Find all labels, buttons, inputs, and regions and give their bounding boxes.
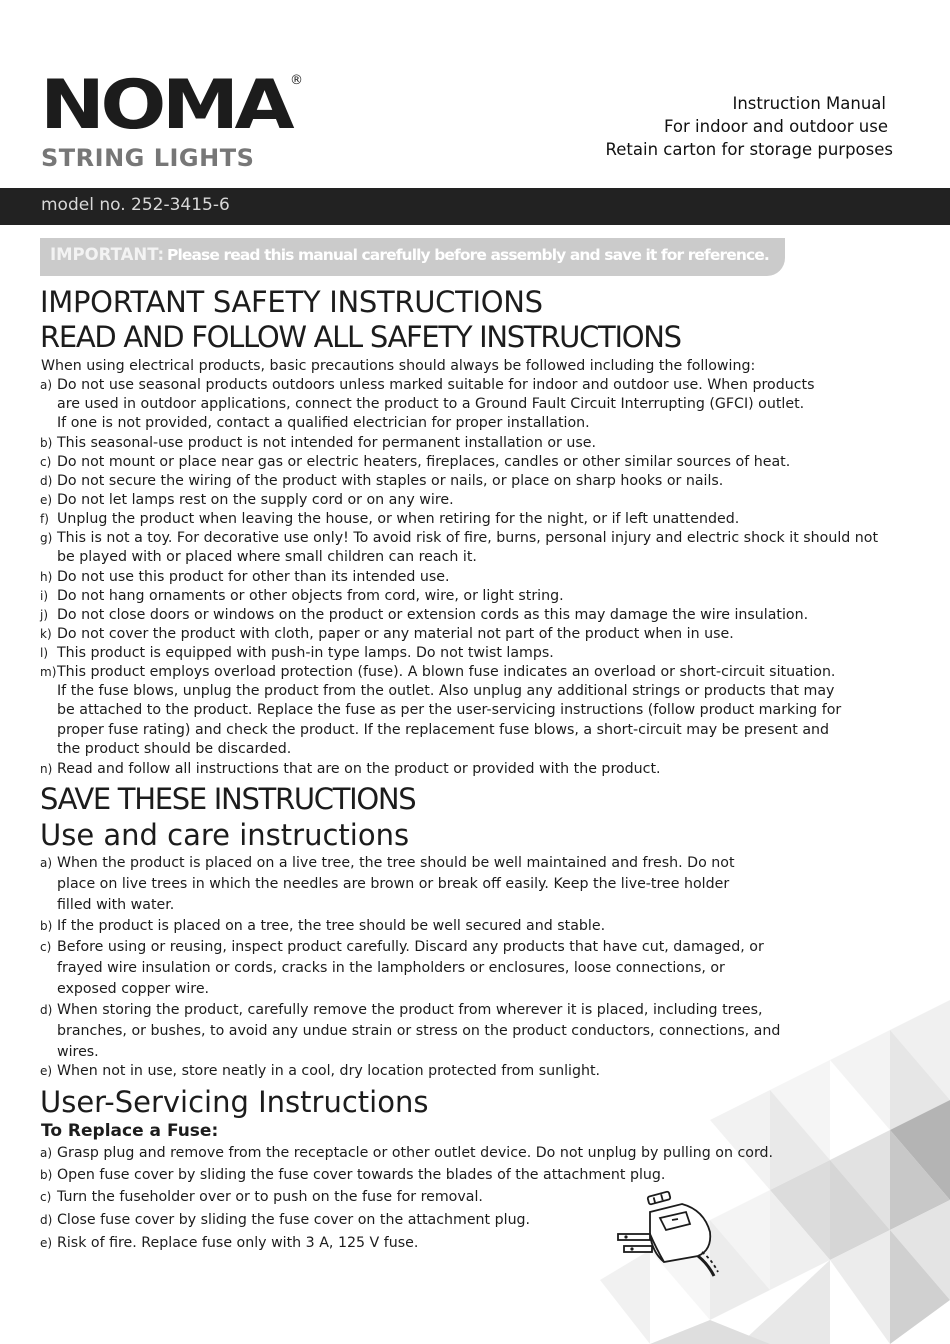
safety-item	[40, 472, 723, 491]
safety-item-text: This product is equipped with push-in type lamps. Do not twist lamps.	[57, 645, 554, 661]
safety-item-text: This product employs overload protection (fuse). A blown fuse indicates an overload or short-circuit situation.	[57, 664, 836, 680]
safety-item-letter: n)	[40, 762, 53, 776]
safety-subtitle: READ AND FOLLOW ALL SAFETY INSTRUCTIONS	[40, 320, 681, 354]
care-item-text: exposed copper wire.	[57, 980, 210, 997]
care-item-text: Before using or reusing, inspect product carefully. Discard any products that have cut, damaged, or	[57, 939, 764, 955]
care-item	[40, 1061, 600, 1082]
servicing-title: User-Servicing Instructions	[40, 1085, 429, 1119]
product-line: STRING LIGHTS	[41, 144, 255, 172]
servicing-item-text: Risk of fire. Replace fuse only with 3 A, 125 V fuse.	[57, 1235, 419, 1251]
safety-item-text: are used in outdoor applications, connect the product to a Ground Fault Circuit Interrupting (GFCI) outlet.	[57, 396, 805, 413]
safety-item-letter: b)	[40, 436, 53, 450]
safety-item-text: Do not cover the product with cloth, paper or any material not part of the product when in use.	[57, 626, 734, 642]
noma-logo	[40, 70, 305, 132]
safety-item	[40, 453, 790, 472]
servicing-item	[40, 1165, 665, 1186]
registered-mark: ®	[290, 73, 303, 88]
safety-item-letter: k)	[40, 627, 52, 641]
safety-item-text: Do not close doors or windows on the product or extension cords as this may damage the wire insulation.	[57, 607, 809, 623]
care-item	[40, 916, 605, 937]
care-item-text: If the product is placed on a tree, the tree should be well secured and stable.	[57, 918, 606, 934]
safety-item	[40, 587, 564, 606]
safety-item	[40, 376, 814, 434]
care-item-text: When the product is placed on a live tree, the tree should be well maintained and fresh. Do not	[57, 855, 735, 871]
header-line-2: For indoor and outdoor use	[664, 117, 888, 136]
servicing-item	[40, 1143, 773, 1164]
care-item	[40, 1000, 780, 1062]
safety-item-text: Do not hang ornaments or other objects from cord, wire, or light string.	[57, 588, 564, 604]
safety-item-text: Do not use this product for other than its intended use.	[57, 569, 450, 585]
safety-item	[40, 434, 596, 453]
header-line-3: Retain carton for storage purposes	[605, 140, 893, 159]
safety-item-text: This is not a toy. For decorative use only! To avoid risk of fire, burns, personal injury and electric shock it should not	[57, 530, 879, 546]
servicing-subtitle: To Replace a Fuse:	[41, 1121, 219, 1141]
safety-item-letter: i)	[40, 589, 49, 603]
safety-item	[40, 625, 734, 644]
servicing-item-text: Close fuse cover by sliding the fuse cover on the attachment plug.	[57, 1212, 531, 1228]
safety-title: IMPORTANT SAFETY INSTRUCTIONS	[40, 285, 543, 319]
safety-item	[40, 529, 878, 567]
safety-item-text: be attached to the product. Replace the fuse as per the user-servicing instructions (follow product marking for	[57, 702, 842, 719]
safety-item-text: Do not mount or place near gas or electric heaters, fireplaces, candles or other similar sources of heat.	[57, 454, 791, 470]
servicing-item	[40, 1210, 530, 1231]
safety-item	[40, 606, 808, 625]
safety-item-text: the product should be discarded.	[57, 740, 292, 757]
servicing-item-text: Grasp plug and remove from the receptacle or other outlet device. Do not unplug by pulling on cord.	[57, 1145, 774, 1161]
important-message: Please read this manual carefully before assembly and save it for reference.	[167, 246, 769, 264]
save-instructions-title: SAVE THESE INSTRUCTIONS	[40, 782, 416, 816]
safety-item-text: be played with or placed where small children can reach it.	[57, 549, 477, 566]
safety-item-letter: h)	[40, 570, 53, 584]
servicing-item	[40, 1233, 418, 1254]
servicing-item-letter: b)	[40, 1168, 53, 1182]
safety-item-text: Do not secure the wiring of the product with staples or nails, or place on sharp hooks or nails.	[57, 473, 724, 489]
care-item-letter: c)	[40, 940, 52, 954]
safety-item	[40, 644, 554, 663]
model-number: model no. 252-3415-6	[41, 195, 230, 215]
care-item-text: place on live trees in which the needles are brown or break off easily. Keep the live-tree holder	[57, 875, 730, 892]
safety-item-letter: g)	[40, 531, 53, 545]
important-notice	[40, 238, 785, 276]
logo-wordmark: NOMA	[40, 70, 295, 132]
safety-intro: When using electrical products, basic precautions should always be followed including the following:	[41, 358, 756, 374]
care-item-letter: e)	[40, 1064, 53, 1078]
care-item-text: When not in use, store neatly in a cool, dry location protected from sunlight.	[57, 1063, 601, 1079]
important-label: IMPORTANT:	[50, 245, 165, 264]
care-item-letter: b)	[40, 919, 53, 933]
safety-item-text: This seasonal-use product is not intended for permanent installation or use.	[57, 435, 597, 451]
safety-item	[40, 568, 450, 587]
model-bar	[0, 188, 950, 225]
safety-item-letter: l)	[40, 646, 49, 660]
care-item-letter: a)	[40, 856, 53, 870]
safety-item-text: If one is not provided, contact a qualified electrician for proper installation.	[57, 415, 590, 432]
safety-item-text: Unplug the product when leaving the house, or when retiring for the night, or if left unattended.	[57, 511, 740, 527]
care-item-text: frayed wire insulation or cords, cracks in the lampholders or enclosures, loose connections, or	[57, 959, 725, 976]
safety-item-text: proper fuse rating) and check the product. If the replacement fuse blows, a short-circuit may be present and	[57, 721, 830, 738]
safety-item-text: Do not use seasonal products outdoors unless marked suitable for indoor and outdoor use. When products	[57, 377, 815, 393]
plug-fuse-illustration	[612, 1190, 742, 1280]
care-item-text: wires.	[57, 1043, 99, 1060]
safety-item-text: Do not let lamps rest on the supply cord or on any wire.	[57, 492, 454, 508]
care-title: Use and care instructions	[40, 818, 410, 852]
safety-item-text: Read and follow all instructions that are on the product or provided with the product.	[57, 761, 661, 777]
servicing-item	[40, 1187, 483, 1208]
safety-item	[40, 491, 454, 510]
header-info	[606, 92, 893, 161]
servicing-item-letter: c)	[40, 1190, 52, 1204]
care-item-letter: d)	[40, 1003, 53, 1017]
safety-item-letter: f)	[40, 512, 49, 526]
safety-item-text: If the fuse blows, unplug the product from the outlet. Also unplug any additional strings or products that may	[57, 683, 835, 700]
safety-item-letter: m)	[40, 665, 57, 679]
servicing-item-text: Open fuse cover by sliding the fuse cover towards the blades of the attachment plug.	[57, 1167, 666, 1183]
care-item-text: filled with water.	[57, 896, 175, 913]
safety-item-letter: d)	[40, 474, 53, 488]
servicing-item-letter: a)	[40, 1146, 53, 1160]
safety-item-letter: a)	[40, 378, 53, 392]
care-item-text: branches, or bushes, to avoid any undue strain or stress on the product conductors, connections, and	[57, 1022, 781, 1039]
safety-item-letter: c)	[40, 455, 52, 469]
safety-item	[40, 510, 739, 529]
safety-item-letter: e)	[40, 493, 53, 507]
care-item	[40, 937, 764, 999]
safety-item	[40, 760, 661, 779]
servicing-item-letter: d)	[40, 1213, 53, 1227]
servicing-item-text: Turn the fuseholder over or to push on the fuse for removal.	[57, 1189, 483, 1205]
safety-item-letter: j)	[40, 608, 49, 622]
care-item	[40, 853, 735, 915]
care-item-text: When storing the product, carefully remove the product from wherever it is placed, including trees,	[57, 1002, 763, 1018]
safety-item	[40, 663, 841, 759]
servicing-item-letter: e)	[40, 1236, 53, 1250]
header-line-1: Instruction Manual	[732, 94, 886, 113]
